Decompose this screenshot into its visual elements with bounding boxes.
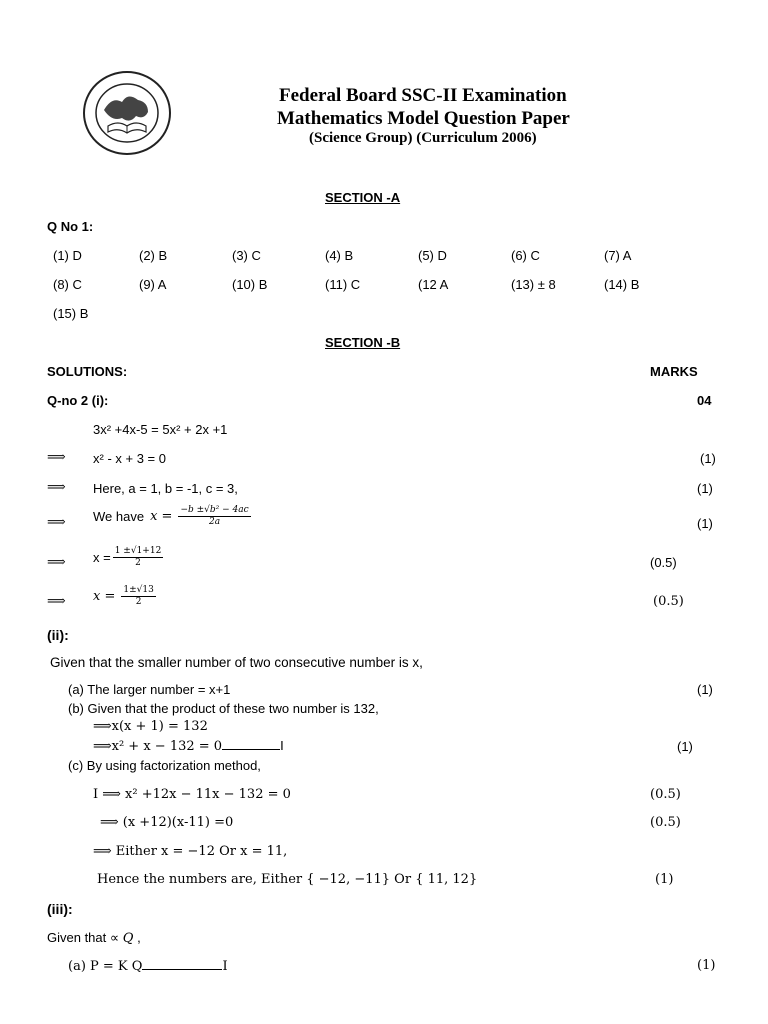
answer-12: (12 A <box>418 277 449 292</box>
answer-3: (3) C <box>232 248 261 263</box>
mark-iii-1: (1) <box>697 958 716 973</box>
formula-numerator: 1 ±√1+12 <box>114 546 162 556</box>
part-ii-c: (c) By using factorization method, <box>68 758 261 773</box>
mark-ii-1: (1) <box>697 682 713 697</box>
formula-denominator: 2a <box>208 517 221 527</box>
answer-6: (6) C <box>511 248 540 263</box>
formula-numerator: 1±√13 <box>123 585 154 595</box>
part-ii-b-eq2 <box>93 738 284 754</box>
answer-blank <box>222 738 280 750</box>
board-logo <box>82 70 172 156</box>
implies-arrow: ⟹ <box>47 480 66 495</box>
step-3: Here, a = 1, b = -1, c = 3, <box>93 481 238 496</box>
given-text: Given that ∝ <box>47 930 120 945</box>
mark-ii-3: (0.5) <box>650 787 681 802</box>
step-1: 3x² +4x-5 = 5x² + 2x +1 <box>93 422 228 437</box>
part-ii-label: (ii): <box>47 627 69 643</box>
substituted-formula <box>113 546 164 569</box>
mark-i-2: (1) <box>697 481 713 496</box>
board-seal-icon <box>82 70 172 156</box>
title-line-1: Federal Board SSC-II Examination <box>279 85 567 106</box>
part-ii-c-eq1: I ⟹ x² +12x − 11x − 132 = 0 <box>93 787 291 802</box>
part-ii-b: (b) Given that the product of these two number is 132, <box>68 701 379 716</box>
answer-4: (4) B <box>325 248 354 263</box>
answer-14: (14) B <box>604 277 640 292</box>
mark-ii-2: (1) <box>677 739 693 754</box>
step-4 <box>93 505 251 528</box>
q-symbol: Q <box>122 931 134 946</box>
formula-denominator: 2 <box>135 597 142 607</box>
part-iii-label: (iii): <box>47 901 73 917</box>
x-equals: x = <box>93 550 111 565</box>
answer-9: (9) A <box>139 277 167 292</box>
part-ii-b-eq1: ⟹x(x + 1) = 132 <box>93 719 208 734</box>
title-line-2: Mathematics Model Question Paper <box>277 108 570 129</box>
mark-i-1: (1) <box>700 451 716 466</box>
answer-2: (2) B <box>139 248 168 263</box>
answer-8: (8) C <box>53 277 82 292</box>
mark-ii-5: (1) <box>655 872 674 887</box>
we-have-text: We have <box>93 509 145 524</box>
answer-10: (10) B <box>232 277 268 292</box>
part-ii-c-eq2: ⟹ (x +12)(x-11) =0 <box>100 815 234 830</box>
x-equals: x = <box>150 509 173 524</box>
formula-numerator: −b ±√b² − 4ac <box>180 505 249 515</box>
answer-15: (15) B <box>53 306 89 321</box>
iii-a-tag: I <box>222 959 228 974</box>
answer-13: (13) ± 8 <box>511 277 556 292</box>
mark-i-3: (1) <box>697 516 713 531</box>
implies-arrow: ⟹ <box>47 515 66 530</box>
q2-marks: 04 <box>697 393 712 408</box>
eq2-text: ⟹x² + x − 132 = 0 <box>93 739 223 754</box>
x-equals: x = <box>93 589 116 604</box>
eq2-tag: I <box>280 738 284 753</box>
section-a-heading: SECTION -A <box>325 190 401 205</box>
answer-7: (7) A <box>604 248 632 263</box>
solutions-label: SOLUTIONS: <box>47 364 128 379</box>
answer-blank <box>142 958 222 970</box>
step-2: x² - x + 3 = 0 <box>93 451 166 466</box>
quadratic-formula <box>178 505 250 528</box>
section-b-heading: SECTION -B <box>325 335 401 350</box>
q1-label: Q No 1: <box>47 219 94 234</box>
iii-a-eq: (a) P = K Q <box>68 959 143 974</box>
formula-denominator: 2 <box>135 558 141 568</box>
implies-arrow: ⟹ <box>47 594 66 609</box>
marks-label: MARKS <box>650 364 698 379</box>
answer-11: (11) C <box>325 277 361 292</box>
part-iii-a <box>68 958 228 974</box>
q2-label: Q-no 2 (i): <box>47 393 109 408</box>
mark-i-5: (0.5) <box>653 594 684 609</box>
part-ii-a: (a) The larger number = x+1 <box>68 682 231 697</box>
implies-arrow: ⟹ <box>47 450 66 465</box>
answer-5: (5) D <box>418 248 447 263</box>
title-line-3: (Science Group) (Curriculum 2006) <box>309 130 537 146</box>
mark-ii-4: (0.5) <box>650 815 681 830</box>
implies-arrow: ⟹ <box>47 555 66 570</box>
final-formula <box>121 585 155 608</box>
part-ii-c-eq3: ⟹ Either x = −12 Or x = 11, <box>93 844 288 859</box>
answer-1: (1) D <box>53 248 82 263</box>
part-iii-intro <box>47 930 141 946</box>
part-ii-intro: Given that the smaller number of two consecutive number is x, <box>50 655 423 670</box>
mark-i-4: (0.5) <box>650 555 677 570</box>
given-comma: , <box>137 930 141 945</box>
part-ii-c-eq4: Hence the numbers are, Either { −12, −11} Or { 11, 12} <box>97 872 478 887</box>
step-5 <box>93 546 163 569</box>
step-6 <box>93 585 156 608</box>
